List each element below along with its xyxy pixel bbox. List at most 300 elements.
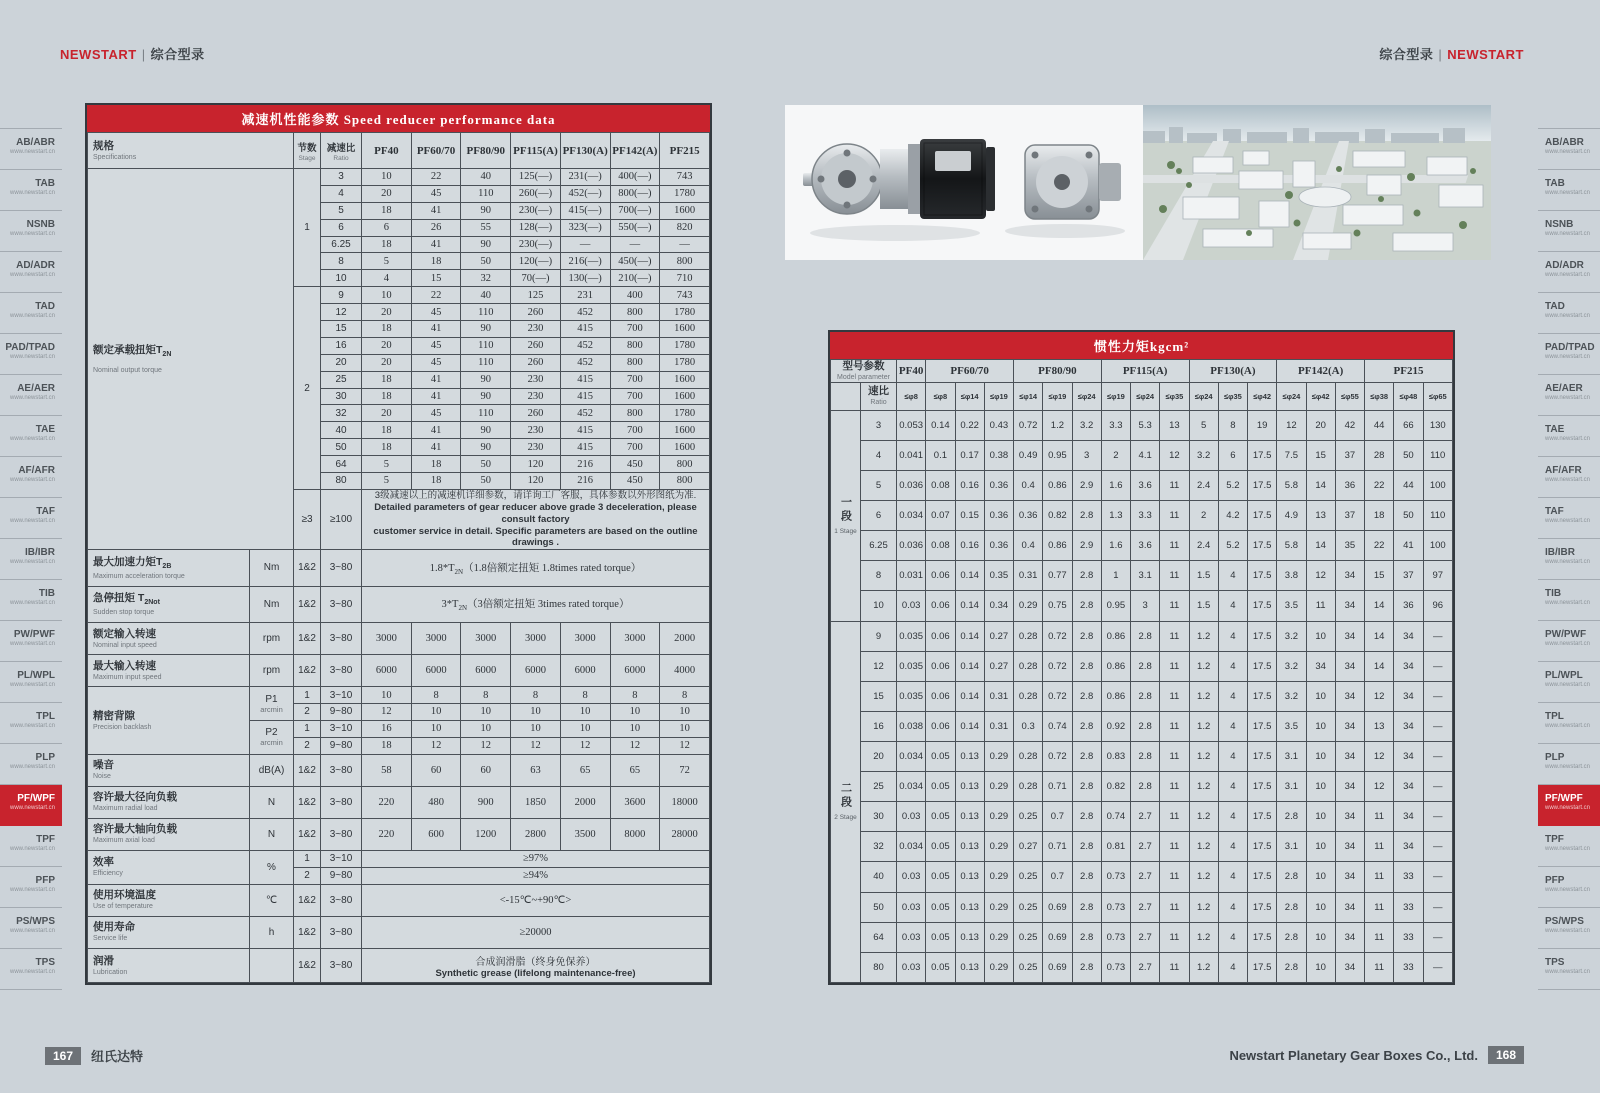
- value-cell: 230: [511, 422, 561, 439]
- value-cell: 452: [560, 405, 610, 422]
- row-label: [88, 550, 250, 586]
- ratio-cell: 3~80: [321, 949, 362, 983]
- ratio-cell: 8: [321, 253, 362, 270]
- value-cell: 11: [1365, 832, 1394, 862]
- value-cell: 800: [610, 405, 660, 422]
- value-cell: 2: [1189, 501, 1218, 531]
- value-cell: 0.036: [897, 531, 926, 561]
- stage-cell: 1&2: [294, 623, 321, 655]
- catalog-title-left: 综合型录: [150, 47, 205, 62]
- sidebar-item-label: AB/ABR: [1545, 137, 1584, 148]
- value-cell: 4: [1218, 832, 1247, 862]
- value-cell: 8000: [610, 818, 660, 850]
- value-cell: 3000: [461, 623, 511, 655]
- value-cell: 0.1: [926, 440, 955, 470]
- value-cell: 10: [560, 704, 610, 721]
- value-cell: 3000: [560, 623, 610, 655]
- value-cell: 17.5: [1248, 681, 1277, 711]
- value-cell: 50: [1394, 501, 1423, 531]
- label-en: Model parameter: [837, 374, 890, 382]
- value-cell: 0.05: [926, 892, 955, 922]
- value-cell: 18: [411, 456, 461, 473]
- value-cell: 0.14: [955, 711, 984, 741]
- sidebar-item-site: www.newstart.cn: [9, 149, 55, 155]
- stage-cell: 1&2: [294, 754, 321, 786]
- row-label: [88, 655, 250, 687]
- value-cell: 452: [560, 354, 610, 371]
- value-cell: 11: [1365, 922, 1394, 952]
- value-cell: 4: [1218, 952, 1247, 982]
- value-cell: 2.9: [1072, 531, 1101, 561]
- value-cell: 0.053: [897, 410, 926, 440]
- stage-cell: 2: [294, 737, 321, 754]
- value-cell: 2.8: [1131, 681, 1160, 711]
- value-cell: 4: [1218, 621, 1247, 651]
- value-cell: 0.03: [897, 802, 926, 832]
- sidebar-item-tps: [1538, 949, 1600, 990]
- value-cell: 2.8: [1072, 922, 1101, 952]
- value-cell: [362, 949, 710, 983]
- header-row: [831, 382, 1453, 410]
- label-en: Precision backlash: [93, 723, 152, 731]
- value-cell: 1600: [660, 371, 710, 388]
- value-cell: —: [560, 236, 610, 253]
- value-cell: 4: [1218, 711, 1247, 741]
- col-header-shaft-diameter: ≤φ24: [1277, 382, 1306, 410]
- inertia-table-section: [828, 330, 1455, 985]
- sidebar-item-site: www.newstart.cn: [1545, 928, 1591, 934]
- gearmotor-illustration: [785, 105, 1143, 260]
- value-cell: 0.14: [955, 651, 984, 681]
- value-cell: 0.05: [926, 952, 955, 982]
- data-row: [831, 501, 1453, 531]
- col-header-shaft-diameter: ≤φ35: [1218, 382, 1247, 410]
- value-cell: 0.14: [955, 621, 984, 651]
- sidebar-item-site: www.newstart.cn: [9, 682, 55, 688]
- ratio-cell: 16: [861, 711, 897, 741]
- value-cell: 3.1: [1277, 741, 1306, 771]
- value-cell: 2.8: [1072, 621, 1101, 651]
- sidebar-item-tib: [0, 580, 62, 621]
- stage-cell: 1: [294, 687, 321, 704]
- data-row: [831, 470, 1453, 500]
- data-row: [831, 711, 1453, 741]
- value-cell: 415: [560, 422, 610, 439]
- value-cell: 34: [1394, 832, 1423, 862]
- data-row: [831, 922, 1453, 952]
- value-cell: 17.5: [1248, 922, 1277, 952]
- data-row: [88, 550, 710, 586]
- value-cell: 2.8: [1277, 802, 1306, 832]
- sidebar-item-label: PS/WPS: [16, 916, 55, 927]
- value-cell: 10: [660, 704, 710, 721]
- col-header-shaft-diameter: ≤φ19: [1043, 382, 1072, 410]
- value-cell: 34: [1335, 741, 1364, 771]
- value-cell: 452(—): [560, 185, 610, 202]
- value-cell: 12: [1365, 741, 1394, 771]
- value-cell: 0.71: [1043, 772, 1072, 802]
- sidebar-item-label: TIB: [1545, 588, 1562, 599]
- value-cell: 35: [1335, 531, 1364, 561]
- sidebar-item-ab-abr: [0, 129, 62, 170]
- value-cell: 0.25: [1014, 922, 1043, 952]
- value-cell: 0.95: [1043, 440, 1072, 470]
- value-cell: 17.5: [1248, 470, 1277, 500]
- value-cell: 2.8: [1072, 501, 1101, 531]
- ratio-cell: 3: [321, 169, 362, 186]
- value-cell: 11: [1160, 621, 1189, 651]
- value-cell: 2.8: [1277, 892, 1306, 922]
- ratio-cell: 80: [861, 952, 897, 982]
- sidebar-item-site: www.newstart.cn: [9, 641, 55, 647]
- value-cell: 33: [1394, 952, 1423, 982]
- value-cell: 6000: [560, 655, 610, 687]
- value-cell: 210(—): [610, 270, 660, 287]
- sidebar-item-label: TPL: [1545, 711, 1564, 722]
- value-cell: 18: [362, 371, 412, 388]
- page-number-badge: 168: [1488, 1046, 1524, 1064]
- value-cell: 3000: [511, 623, 561, 655]
- value-cell: 10: [1306, 922, 1335, 952]
- value-cell: 0.05: [926, 772, 955, 802]
- ratio-cell: 6: [321, 219, 362, 236]
- value-cell: 216: [560, 456, 610, 473]
- value-cell: 3.2: [1189, 440, 1218, 470]
- value-cell: 216(—): [560, 253, 610, 270]
- value-cell: 10: [1306, 802, 1335, 832]
- sidebar-item-label: PAD/TPAD: [5, 342, 55, 353]
- label-zh: 使用寿命: [93, 921, 135, 934]
- col-header-model: PF60/70: [411, 133, 461, 169]
- value-cell: 11: [1160, 922, 1189, 952]
- value-cell: —: [610, 236, 660, 253]
- value-cell: 7.5: [1277, 440, 1306, 470]
- value-cell: 6000: [461, 655, 511, 687]
- value-cell: 11: [1160, 802, 1189, 832]
- value-cell: 17.5: [1248, 862, 1277, 892]
- ratio-cell: 40: [861, 862, 897, 892]
- label-zh: 最大加速力矩$T_{2B}$: [93, 555, 172, 570]
- value-cell: 3.8: [1277, 561, 1306, 591]
- value-cell: 2.9: [1072, 470, 1101, 500]
- data-row: [88, 655, 710, 687]
- col-header-model: PF115(A): [511, 133, 561, 169]
- label-en: Ratio: [870, 399, 887, 407]
- label-en: Stage: [298, 154, 316, 162]
- value-cell: 2.8: [1072, 832, 1101, 862]
- ratio-cell: 32: [861, 832, 897, 862]
- sidebar-item-pl-wpl: [0, 662, 62, 703]
- ratio-cell: 30: [321, 388, 362, 405]
- sidebar-item-site: www.newstart.cn: [9, 805, 55, 811]
- value-cell: 17.5: [1248, 892, 1277, 922]
- sidebar-item-tpf: [0, 826, 62, 867]
- value-cell: 18: [362, 202, 412, 219]
- value-cell: 700: [610, 388, 660, 405]
- value-cell: 216: [560, 473, 610, 490]
- value-cell: 0.035: [897, 651, 926, 681]
- value-cell: 400: [610, 287, 660, 304]
- ratio-cell: 25: [321, 371, 362, 388]
- value-cell: 4: [1218, 561, 1247, 591]
- inertia-table: [830, 359, 1453, 983]
- stage-label-zh: 一段: [839, 496, 852, 525]
- sidebar-item-site: www.newstart.cn: [1545, 395, 1591, 401]
- value-cell: 0.13: [955, 741, 984, 771]
- value-cell: 743: [660, 287, 710, 304]
- value-cell: 0.29: [1014, 591, 1043, 621]
- sidebar-item-site: www.newstart.cn: [9, 928, 55, 934]
- note-line: 3级减速以上的减速机详细参数，请详询工厂客服，具体参数以外形图纸为准.: [374, 489, 697, 501]
- value-cell: 26: [411, 219, 461, 236]
- value-cell: 11: [1365, 862, 1394, 892]
- value-cell: 2.8: [1277, 952, 1306, 982]
- value-cell: 2.8: [1072, 591, 1101, 621]
- sidebar-item-site: www.newstart.cn: [1545, 559, 1591, 565]
- ratio-cell: 4: [861, 440, 897, 470]
- col-header-shaft-diameter: ≤φ42: [1248, 382, 1277, 410]
- sidebar-item-label: TAB: [1545, 178, 1565, 189]
- value-cell: 0.25: [1014, 802, 1043, 832]
- sidebar-item-pf-wpf: [1538, 785, 1600, 826]
- sidebar-item-label: PF/WPF: [17, 793, 55, 804]
- sidebar-item-label: PAD/TPAD: [1545, 342, 1595, 353]
- value-cell: 5: [362, 473, 412, 490]
- value-cell: 4: [362, 270, 412, 287]
- value-cell: —: [1423, 621, 1452, 651]
- value-cell: 0.81: [1101, 832, 1130, 862]
- value-cell: 90: [461, 321, 511, 338]
- lube-line: 合成润滑脂（终身免保养）: [475, 956, 596, 968]
- sidebar-item-site: www.newstart.cn: [1545, 764, 1591, 770]
- value-cell: 800(—): [610, 185, 660, 202]
- value-cell: 0.72: [1014, 410, 1043, 440]
- label-en: Maximum radial load: [93, 805, 158, 813]
- value-cell: 2.8: [1072, 711, 1101, 741]
- value-cell: 128(—): [511, 219, 561, 236]
- value-cell: 10: [411, 704, 461, 721]
- sidebar-item-site: www.newstart.cn: [9, 723, 55, 729]
- value-cell: 3.3: [1101, 410, 1130, 440]
- sidebar-item-label: TAD: [35, 301, 55, 312]
- value-cell: 13: [1306, 501, 1335, 531]
- value-cell: 17.5: [1248, 711, 1277, 741]
- value-cell: 11: [1160, 561, 1189, 591]
- sidebar-item-label: IB/IBR: [25, 547, 55, 558]
- col-header-specifications: [88, 133, 294, 169]
- header-separator: |: [141, 47, 146, 62]
- value-cell: 1600: [660, 388, 710, 405]
- value-cell: 0.83: [1101, 741, 1130, 771]
- value-cell: 1.2: [1189, 711, 1218, 741]
- value-cell: 2.7: [1131, 832, 1160, 862]
- label-zh: 速比: [868, 385, 889, 398]
- value-cell: 415(—): [560, 202, 610, 219]
- value-cell: 5: [1189, 410, 1218, 440]
- value-cell: 125(—): [511, 169, 561, 186]
- value-cell: 1.5: [1189, 561, 1218, 591]
- value-cell: 2.8: [1131, 651, 1160, 681]
- value-cell: 90: [461, 388, 511, 405]
- ratio-cell: 10: [321, 270, 362, 287]
- value-cell: 0.034: [897, 772, 926, 802]
- col-header-model-parameter: [831, 360, 897, 383]
- sidebar-item-label: TAE: [1545, 424, 1565, 435]
- value-cell: 10: [362, 169, 412, 186]
- value-cell: 0.82: [1101, 772, 1130, 802]
- unit-cell: rpm: [250, 623, 294, 655]
- value-cell: 2.7: [1131, 952, 1160, 982]
- value-cell: 0.29: [984, 741, 1013, 771]
- value-cell: 0.14: [955, 561, 984, 591]
- value-cell: 1.2: [1189, 741, 1218, 771]
- value-cell: 2000: [660, 623, 710, 655]
- col-header-shaft-diameter: ≤φ8: [926, 382, 955, 410]
- ratio-cell: 64: [321, 456, 362, 473]
- ratio-cell: 25: [861, 772, 897, 802]
- value-cell: 17.5: [1248, 832, 1277, 862]
- value-cell: 12: [1160, 440, 1189, 470]
- label-zh: 效率: [93, 856, 114, 869]
- value-cell: 0.86: [1043, 470, 1072, 500]
- label-zh: 额定输入转速: [93, 627, 156, 640]
- stage-cell: 1&2: [294, 949, 321, 983]
- sidebar-item-tab: [0, 170, 62, 211]
- label-zh: 容许最大轴向负载: [93, 823, 177, 836]
- value-cell: 0.038: [897, 711, 926, 741]
- value-cell: 10: [461, 720, 511, 737]
- value-cell: 0.03: [897, 892, 926, 922]
- unit-bottom: arcmin: [260, 738, 283, 748]
- data-row: [88, 916, 710, 948]
- value-cell: 800: [660, 456, 710, 473]
- label-zh: 型号参数: [842, 360, 885, 372]
- unit-bottom: arcmin: [260, 704, 283, 714]
- value-cell: 1: [1101, 561, 1130, 591]
- label-zh: 噪音: [93, 759, 114, 772]
- value-cell: 0.74: [1043, 711, 1072, 741]
- value-cell: 0.22: [955, 410, 984, 440]
- value-cell: 260: [511, 337, 561, 354]
- value-cell: 0.17: [955, 440, 984, 470]
- data-row: [831, 952, 1453, 982]
- value-cell: 0.86: [1043, 531, 1072, 561]
- sidebar-item-pfp: [0, 867, 62, 908]
- value-cell: 45: [411, 185, 461, 202]
- value-cell: 10: [610, 704, 660, 721]
- value-cell: 41: [411, 422, 461, 439]
- data-row: [831, 561, 1453, 591]
- value-cell: 323(—): [560, 219, 610, 236]
- sidebar-item-tpl: [0, 703, 62, 744]
- note-line: customer service in detail. Specific parameters are based on the outline drawings .: [373, 525, 698, 549]
- value-cell: 6000: [610, 655, 660, 687]
- value-cell: 34: [1394, 681, 1423, 711]
- sidebar-item-pfp: [1538, 867, 1600, 908]
- ratio-cell: 3: [861, 410, 897, 440]
- value-cell: 0.86: [1101, 651, 1130, 681]
- page-number-badge: 167: [45, 1047, 81, 1065]
- sidebar-item-ps-wps: [0, 908, 62, 949]
- value-cell: 550(—): [610, 219, 660, 236]
- sidebar-item-label: TAF: [1545, 506, 1564, 517]
- sidebar-item-label: AF/AFR: [18, 465, 55, 476]
- value-cell: 100: [1423, 470, 1452, 500]
- stage-cell: 1: [294, 720, 321, 737]
- label-en: Ratio: [333, 154, 349, 162]
- data-row: [831, 892, 1453, 922]
- value-cell: 452: [560, 304, 610, 321]
- sidebar-item-plp: [0, 744, 62, 785]
- label-en: Lubrication: [93, 968, 128, 976]
- sidebar-item-ad-adr: [1538, 252, 1600, 293]
- value-cell: 45: [411, 337, 461, 354]
- value-cell: 4.1: [1131, 440, 1160, 470]
- value-cell: 34: [1394, 802, 1423, 832]
- sidebar-item-site: www.newstart.cn: [9, 190, 55, 196]
- col-header-model: PF115(A): [1101, 360, 1189, 383]
- value-cell: 11: [1160, 832, 1189, 862]
- value-cell: 2.8: [1072, 561, 1101, 591]
- sidebar-item-label: PL/WPL: [17, 670, 55, 681]
- value-cell: 1.2: [1189, 681, 1218, 711]
- col-header-shaft-diameter: ≤φ55: [1335, 382, 1364, 410]
- value-cell: 33: [1394, 862, 1423, 892]
- spacer-cell: [831, 382, 861, 410]
- col-header-shaft-diameter: ≤φ19: [984, 382, 1013, 410]
- value-cell: 110: [461, 304, 511, 321]
- value-cell: 1850: [511, 786, 561, 818]
- data-row: [88, 884, 710, 916]
- sidebar-item-ib-ibr: [1538, 539, 1600, 580]
- value-cell: 13: [1365, 711, 1394, 741]
- value-cell: 14: [1365, 621, 1394, 651]
- row-label: [88, 586, 250, 622]
- value-cell: 400(—): [610, 169, 660, 186]
- value-cell: 34: [1335, 952, 1364, 982]
- value-cell: 6: [362, 219, 412, 236]
- value-cell: 0.29: [984, 952, 1013, 982]
- value-cell: 0.43: [984, 410, 1013, 440]
- value-cell: 12: [560, 737, 610, 754]
- sidebar-item-tpf: [1538, 826, 1600, 867]
- sidebar-item-site: www.newstart.cn: [1545, 477, 1591, 483]
- sidebar-item-ab-abr: [1538, 129, 1600, 170]
- value-cell: 0.36: [984, 470, 1013, 500]
- data-row: [831, 531, 1453, 561]
- stage-cell: 2: [294, 287, 321, 490]
- label-zh: 容许最大径向负载: [93, 791, 177, 804]
- value-cell: 220: [362, 818, 412, 850]
- performance-table-section: [85, 103, 712, 985]
- value-cell: 1780: [660, 304, 710, 321]
- value-cell: 4: [1218, 681, 1247, 711]
- value-cell: 0.49: [1014, 440, 1043, 470]
- sidebar-item-label: PS/WPS: [1545, 916, 1584, 927]
- sidebar-item-ib-ibr: [0, 539, 62, 580]
- sidebar-item-ae-aer: [1538, 375, 1600, 416]
- sidebar-item-site: www.newstart.cn: [1545, 600, 1591, 606]
- value-cell: 11: [1160, 862, 1189, 892]
- value-cell: 450: [610, 473, 660, 490]
- value-cell: 2.4: [1189, 470, 1218, 500]
- value-cell: 10: [1306, 832, 1335, 862]
- sidebar-item-ad-adr: [0, 252, 62, 293]
- stage-cell: 2: [294, 867, 321, 884]
- value-cell: ≥94%: [362, 867, 710, 884]
- sidebar-item-tps: [0, 949, 62, 990]
- value-cell: 50: [461, 253, 511, 270]
